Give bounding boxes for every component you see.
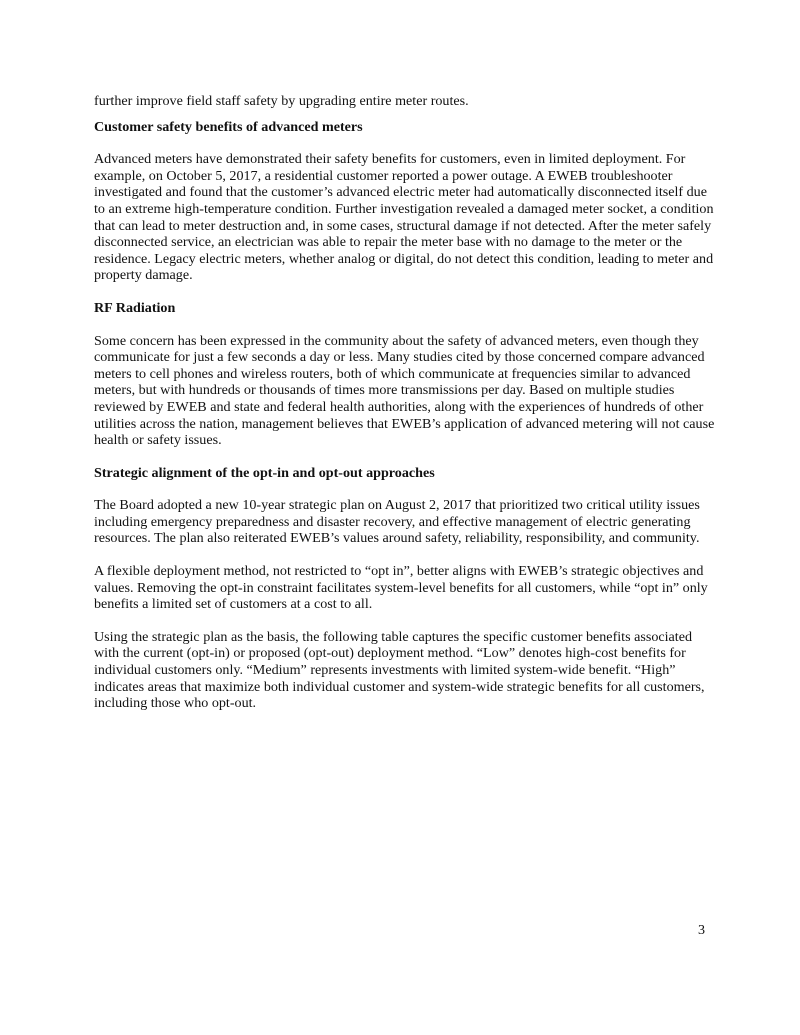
paragraph-strategic-plan: The Board adopted a new 10-year strategic plan on August 2, 2017 that prioritized two critical utility issues including emergency preparedness and disaster recovery, and effective management of electric generating resources. The plan also reiterated EWEB’s values around safety, reliability, responsibility, and community. xyxy=(94,497,700,547)
paragraph-customer-safety: Advanced meters have demonstrated their safety benefits for customers, even in limited deployment. For example, on October 5, 2017, a residential customer reported a power outage. A EWEB troubleshooter investigated and found that the customer’s advanced electric meter had automatically disconnected itself due to an extreme high-temperature condition. Further investigation revealed a damaged meter socket, a condition that can lead to meter destruction and, in some cases, structural damage if not detected. After the meter safely disconnected service, an electrician was able to repair the meter base with no damage to the meter or the residence. Legacy electric meters, whether analog or digital, do not detect this condition, leading to meter and property damage. xyxy=(94,151,714,284)
page-number: 3 xyxy=(697,922,705,938)
document-body xyxy=(94,93,718,712)
paragraph-flexible-deployment: A flexible deployment method, not restricted to “opt in”, better aligns with EWEB’s strategic objectives and values. Removing the opt-in constraint facilitates system-level benefits for all customers, while “opt in” only benefits a limited set of customers at a cost to all. xyxy=(94,563,708,613)
section-heading-strategic-alignment: Strategic alignment of the opt-in and opt-out approaches xyxy=(94,464,435,481)
paragraph-rf-radiation: Some concern has been expressed in the community about the safety of advanced meters, even though they communicate for just a few seconds a day or less. Many studies cited by those concerned compare advanced meters to cell phones and wireless routers, both of which communicate at frequencies similar to advanced meters, but with hundreds or thousands of times more transmissions per day. Based on multiple studies reviewed by EWEB and state and federal health authorities, along with the experiences of hundreds of other utilities across the nation, management believes that EWEB’s application of advanced metering will not cause health or safety issues. xyxy=(94,332,715,449)
section-heading-rf-radiation: RF Radiation xyxy=(94,299,176,316)
intro-continuation-paragraph: further improve field staff safety by upgrading entire meter routes. xyxy=(94,93,469,109)
section-heading-customer-safety: Customer safety benefits of advanced meters xyxy=(94,118,363,135)
paragraph-benefits-table-intro: Using the strategic plan as the basis, the following table captures the specific customer benefits associated with the current (opt-in) or proposed (opt-out) deployment method. “Low” denotes high-cost benefits for individual customers only. “Medium” represents investments with limited system-wide benefit. “High” indicates areas that maximize both individual customer and system-wide strategic benefits for all customers, including those who opt-out. xyxy=(94,628,705,712)
